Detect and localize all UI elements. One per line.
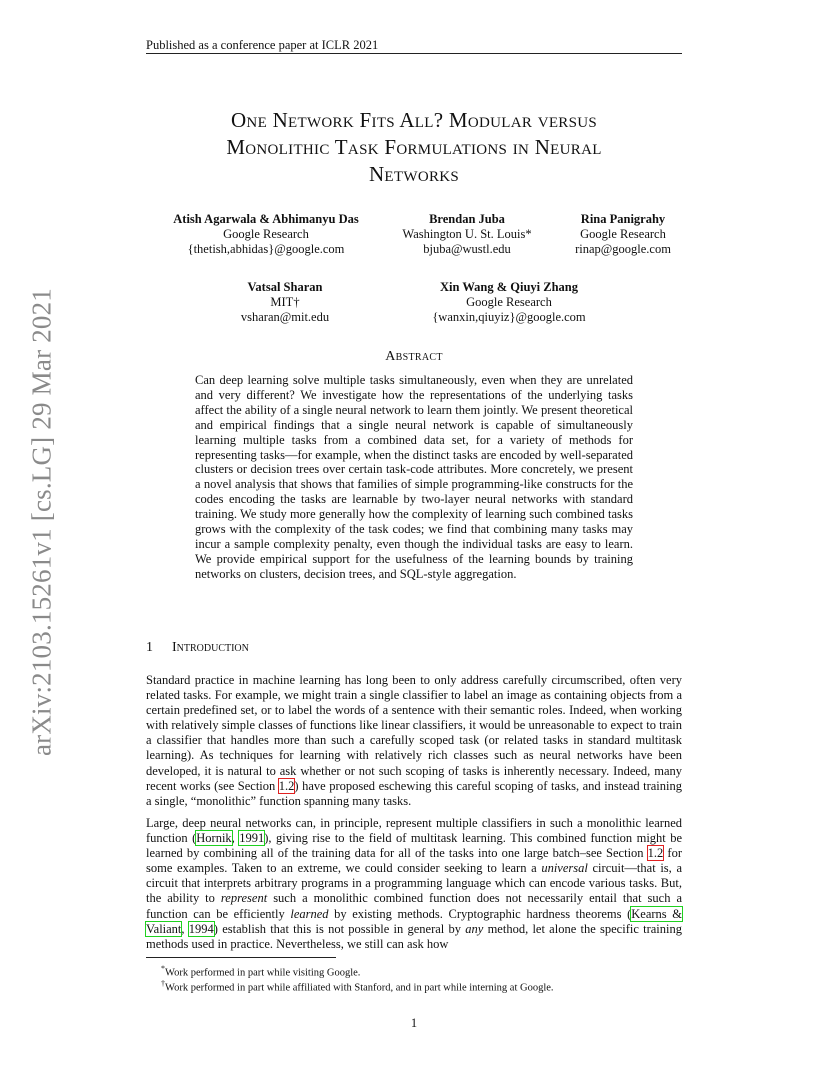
author-name: Rina Panigrahy bbox=[580, 212, 666, 226]
emphasis: learned bbox=[290, 906, 329, 921]
author-email: {thetish,abhidas}@google.com bbox=[187, 242, 345, 256]
arxiv-stamp-text: arXiv:2103.15261v1 [cs.LG] 29 Mar 2021 bbox=[26, 287, 57, 757]
citation-year-link[interactable]: 1994 bbox=[188, 921, 214, 936]
emphasis: any bbox=[465, 921, 484, 936]
author-block bbox=[156, 212, 376, 257]
author-name: Xin Wang & Qiuyi Zhang bbox=[439, 280, 578, 294]
author-email: {wanxin,qiuyiz}@google.com bbox=[432, 310, 586, 324]
section-heading bbox=[146, 640, 249, 656]
text-run: Large, deep neural networks can, in principle, represent multiple classifiers in such a monolithic learned function ( bbox=[146, 816, 682, 846]
author-affiliation: Google Research bbox=[580, 227, 666, 241]
author-affiliation: Washington U. St. Louis* bbox=[402, 227, 532, 241]
text-run: ) establish that this is not possible in general by bbox=[213, 921, 466, 936]
text-run: for some examples. Taken to an extreme, we could consider seeking to learn a bbox=[146, 846, 682, 876]
paper-title bbox=[146, 107, 682, 188]
text-run: by existing methods. Cryptographic hardness theorems ( bbox=[328, 906, 632, 921]
footnote-text: Work performed in part while visiting Google. bbox=[165, 967, 361, 979]
author-name: Vatsal Sharan bbox=[247, 280, 323, 294]
footnote-text: Work performed in part while affiliated with Stanford, and in part while interning at Google. bbox=[165, 982, 554, 994]
author-block bbox=[414, 280, 604, 325]
citation-link[interactable]: Kearns & Valiant bbox=[146, 906, 682, 936]
text-run: such a monolithic combined function does not necessarily entail that such a function can be efficiently bbox=[146, 891, 682, 921]
title-line: One Network Fits All? Modular versus bbox=[230, 108, 598, 132]
arxiv-stamp bbox=[22, 282, 62, 762]
author-block bbox=[387, 212, 547, 257]
footnote-mark: † bbox=[161, 979, 165, 988]
text-run: circuit—that is, a circuit that interprets arbitrary programs in a programming language which can encode various tasks. But, the ability to bbox=[146, 861, 682, 906]
page-number: 1 bbox=[410, 1016, 418, 1030]
text-run: ), giving rise to the field of multitask learning. This combined function might be learned by combining all of the training data for all of the tasks into one large batch–see Section bbox=[146, 831, 682, 861]
paragraph: Large, deep neural networks can, in principle, represent multiple classifiers in such a monolithic learned function (Hornik, 1991), giving rise to the field of multitask learning. This combined function might be learned by combining all of the training data for all of the tasks into one large batch–see Section 1.2 for some examples. Taken to an extreme, we could consider seeking to learn a universal circuit—that is, a circuit that interprets arbitrary programs in a programming language which can encode various tasks. But, the ability to represent such a monolithic combined function does not necessarily entail that such a function can be efficiently learned by existing methods. Cryptographic hardness theorems (Kearns & Valiant, 1994) establish that this is not possible in general by any method, let alone the specific training methods used in practice. Nevertheless, we still can ask how bbox=[146, 816, 683, 951]
author-block bbox=[548, 212, 698, 257]
section-ref-link[interactable]: 1.2 bbox=[278, 778, 295, 793]
author-affiliation: MIT† bbox=[270, 295, 300, 309]
header-rule bbox=[146, 53, 682, 54]
emphasis: universal bbox=[541, 861, 588, 876]
title-line: Networks bbox=[368, 162, 460, 186]
footnote-rule bbox=[146, 957, 336, 958]
author-email: rinap@google.com bbox=[575, 242, 671, 256]
section-number: 1 bbox=[146, 640, 153, 655]
author-block bbox=[215, 280, 355, 325]
author-affiliation: Google Research bbox=[466, 295, 552, 309]
abstract-text: Can deep learning solve multiple tasks simultaneously, even when they are unrelated and very different? We investigate how the representations of the underlying tasks affect the ability of a single neural network to learn them jointly. We present theoretical and empirical findings that a single neural network is capable of simultaneously learning multiple tasks from a combined data set, for a variety of methods for representing tasks—for example, when the distinct tasks are encoded by well-separated clusters or decision trees over certain task-code attributes. More concretely, we present a novel analysis that shows that families of simple programming-like constructs for the codes encoding the tasks are learnable by two-layer neural networks with standard training. We study more generally how the complexity of learning such combined tasks grows with the complexity of the task codes; we find that combining many tasks may incur a sample complexity penalty, even though the individual tasks are easy to learn. We provide empirical support for the usefulness of the learning bounds by training networks on clusters, decision trees, and SQL-style aggregation. bbox=[195, 373, 633, 581]
paragraph bbox=[146, 673, 682, 809]
text-run: Standard practice in machine learning has long been to only address carefully circumscribed, often very related tasks. For example, we might train a single classifier to label an image as containing objects from a certain predefined set, or to label the words of a sentence with their semantic roles. Indeed, when working with relatively simple classes of functions like linear classifiers, it would be unreasonable to expect to train a classifier that handles more than such a carefully scoped task (or related tasks in standard multitask learning). As techniques for learning with relatively rich classes such as neural networks have been developed, it is natural to ask whether or not such scoping of tasks is inherently necessary. Indeed, many recent works (see Section bbox=[146, 673, 682, 793]
author-email: vsharan@mit.edu bbox=[240, 310, 330, 324]
author-affiliation: Google Research bbox=[223, 227, 309, 241]
abstract-heading: Abstract bbox=[385, 349, 443, 364]
author-name: Atish Agarwala & Abhimanyu Das bbox=[173, 212, 359, 226]
author-email: bjuba@wustl.edu bbox=[423, 242, 511, 256]
text-run: ) have proposed eschewing this careful scoping of tasks, and instead training a single, “monolithic” function spanning many tasks. bbox=[146, 778, 683, 808]
running-header: Published as a conference paper at ICLR 2021 bbox=[146, 38, 379, 52]
footnote bbox=[161, 977, 554, 995]
section-title: Introduction bbox=[172, 640, 249, 655]
text-run: method, let alone the specific training methods used in practice. Nevertheless, we still can ask how bbox=[146, 921, 683, 951]
section-ref-link[interactable]: 1.2 bbox=[647, 846, 664, 861]
citation-link[interactable]: Hornik bbox=[196, 831, 232, 846]
footnote-mark: * bbox=[161, 964, 165, 973]
emphasis: represent bbox=[220, 891, 268, 906]
citation-year-link[interactable]: 1991 bbox=[239, 831, 265, 846]
author-name: Brendan Juba bbox=[429, 212, 505, 226]
title-line: Monolithic Task Formulations in Neural bbox=[226, 135, 602, 159]
